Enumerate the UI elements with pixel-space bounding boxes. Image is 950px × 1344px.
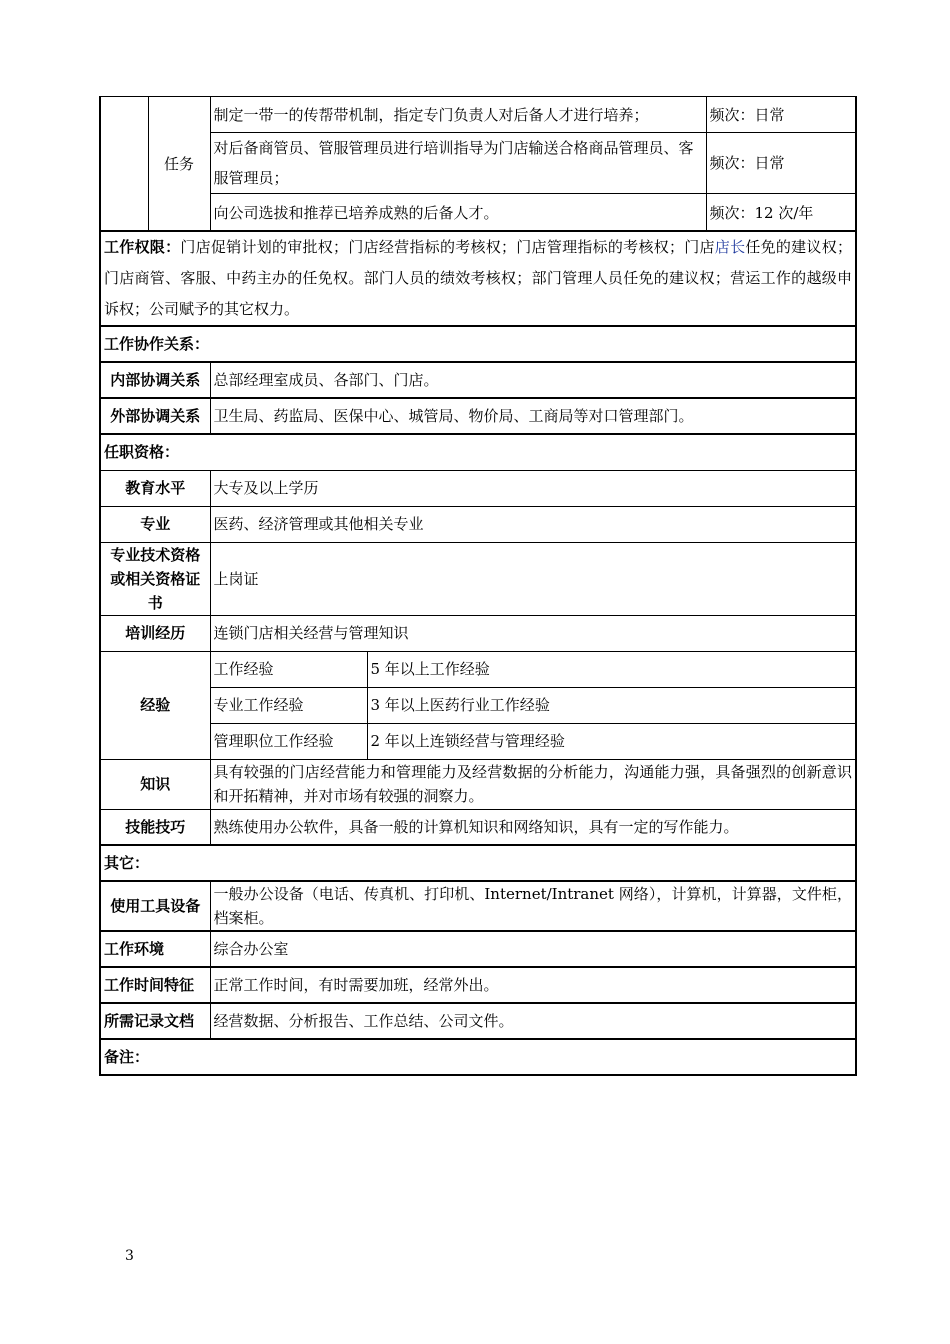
job-description-table xyxy=(99,230,857,1076)
documents-value: 经营数据、分析报告、工作总结、公司文件。 xyxy=(210,1003,856,1039)
training-label: 培训经历 xyxy=(100,615,210,651)
other-header-row xyxy=(100,845,856,881)
certificate-value: 上岗证 xyxy=(210,542,856,615)
authority-row xyxy=(100,231,856,326)
major-label: 专业 xyxy=(100,506,210,542)
tools-row xyxy=(100,881,856,931)
task-frequency: 频次：日常 xyxy=(706,97,856,133)
major-value: 医药、经济管理或其他相关专业 xyxy=(210,506,856,542)
task-blank-cell xyxy=(100,97,148,232)
training-row xyxy=(100,615,856,651)
qualification-label: 任职资格： xyxy=(100,434,856,470)
authority-label: 工作权限： xyxy=(104,238,181,256)
external-cooperation-value: 卫生局、药监局、医保中心、城管局、物价局、工商局等对口管理部门。 xyxy=(210,398,856,434)
skills-value: 熟练使用办公软件，具备一般的计算机知识和网络知识，具有一定的写作能力。 xyxy=(210,809,856,845)
task-text: 制定一带一的传帮带机制，指定专门负责人对后备人才进行培养； xyxy=(210,97,706,133)
environment-row xyxy=(100,931,856,967)
task-table xyxy=(99,96,857,232)
certificate-label: 专业技术资格或相关资格证书 xyxy=(100,542,210,615)
work-time-label: 工作时间特征 xyxy=(100,967,210,1003)
knowledge-row xyxy=(100,759,856,809)
education-value: 大专及以上学历 xyxy=(210,470,856,506)
authority-text-before: 门店促销计划的审批权；门店经营指标的考核权；门店管理指标的考核权；门店 xyxy=(180,238,715,256)
cooperation-label: 工作协作关系： xyxy=(100,326,856,362)
tools-value: 一般办公设备（电话、传真机、打印机、Internet/Intranet 网络），计算机，计算器，文件柜，档案柜。 xyxy=(210,881,856,931)
experience-item: 工作经验 xyxy=(210,651,367,687)
remarks-label: 备注： xyxy=(100,1039,856,1075)
task-text: 向公司选拔和推荐已培养成熟的后备人才。 xyxy=(210,194,706,232)
internal-cooperation-label: 内部协调关系 xyxy=(100,362,210,398)
experience-value: 3 年以上医药行业工作经验 xyxy=(367,687,856,723)
authority-text-after: 任免的建议权；门店商管、客服、中药主办的任免权。部门人员的绩效考核权；部门管理人员任免的建议权；营运工作的越级申诉权；公司赋予的其它权力。 xyxy=(104,238,852,318)
knowledge-value: 具有较强的门店经营能力和管理能力及经营数据的分析能力，沟通能力强，具备强烈的创新意识和开拓精神，并对市场有较强的洞察力。 xyxy=(210,759,856,809)
experience-item: 管理职位工作经验 xyxy=(210,723,367,759)
task-frequency: 频次：12 次/年 xyxy=(706,194,856,232)
remarks-row xyxy=(100,1039,856,1075)
experience-row xyxy=(100,723,856,759)
training-value: 连锁门店相关经营与管理知识 xyxy=(210,615,856,651)
authority-cell xyxy=(100,231,856,326)
experience-value: 2 年以上连锁经营与管理经验 xyxy=(367,723,856,759)
environment-label: 工作环境 xyxy=(100,931,210,967)
skills-label: 技能技巧 xyxy=(100,809,210,845)
documents-label: 所需记录文档 xyxy=(100,1003,210,1039)
task-row xyxy=(100,133,856,194)
environment-value: 综合办公室 xyxy=(210,931,856,967)
certificate-row xyxy=(100,542,856,615)
cooperation-header-row xyxy=(100,326,856,362)
page-number: 3 xyxy=(125,1248,134,1264)
major-row xyxy=(100,506,856,542)
tools-label: 使用工具设备 xyxy=(100,881,210,931)
internal-cooperation-value: 总部经理室成员、各部门、门店。 xyxy=(210,362,856,398)
documents-row xyxy=(100,1003,856,1039)
experience-item: 专业工作经验 xyxy=(210,687,367,723)
task-row xyxy=(100,194,856,232)
internal-cooperation-row xyxy=(100,362,856,398)
education-label: 教育水平 xyxy=(100,470,210,506)
external-cooperation-row xyxy=(100,398,856,434)
other-label: 其它： xyxy=(100,845,856,881)
task-text: 对后备商管员、管服管理员进行培训指导为门店输送合格商品管理员、客服管理员； xyxy=(210,133,706,194)
knowledge-label: 知识 xyxy=(100,759,210,809)
experience-row xyxy=(100,651,856,687)
store-manager-link[interactable]: 店长 xyxy=(714,238,746,256)
work-time-row xyxy=(100,967,856,1003)
task-label: 任务 xyxy=(148,97,210,232)
external-cooperation-label: 外部协调关系 xyxy=(100,398,210,434)
work-time-value: 正常工作时间，有时需要加班，经常外出。 xyxy=(210,967,856,1003)
experience-label: 经验 xyxy=(100,651,210,759)
education-row xyxy=(100,470,856,506)
task-row xyxy=(100,97,856,133)
experience-row xyxy=(100,687,856,723)
skills-row xyxy=(100,809,856,845)
experience-value: 5 年以上工作经验 xyxy=(367,651,856,687)
task-frequency: 频次：日常 xyxy=(706,133,856,194)
qualification-header-row xyxy=(100,434,856,470)
